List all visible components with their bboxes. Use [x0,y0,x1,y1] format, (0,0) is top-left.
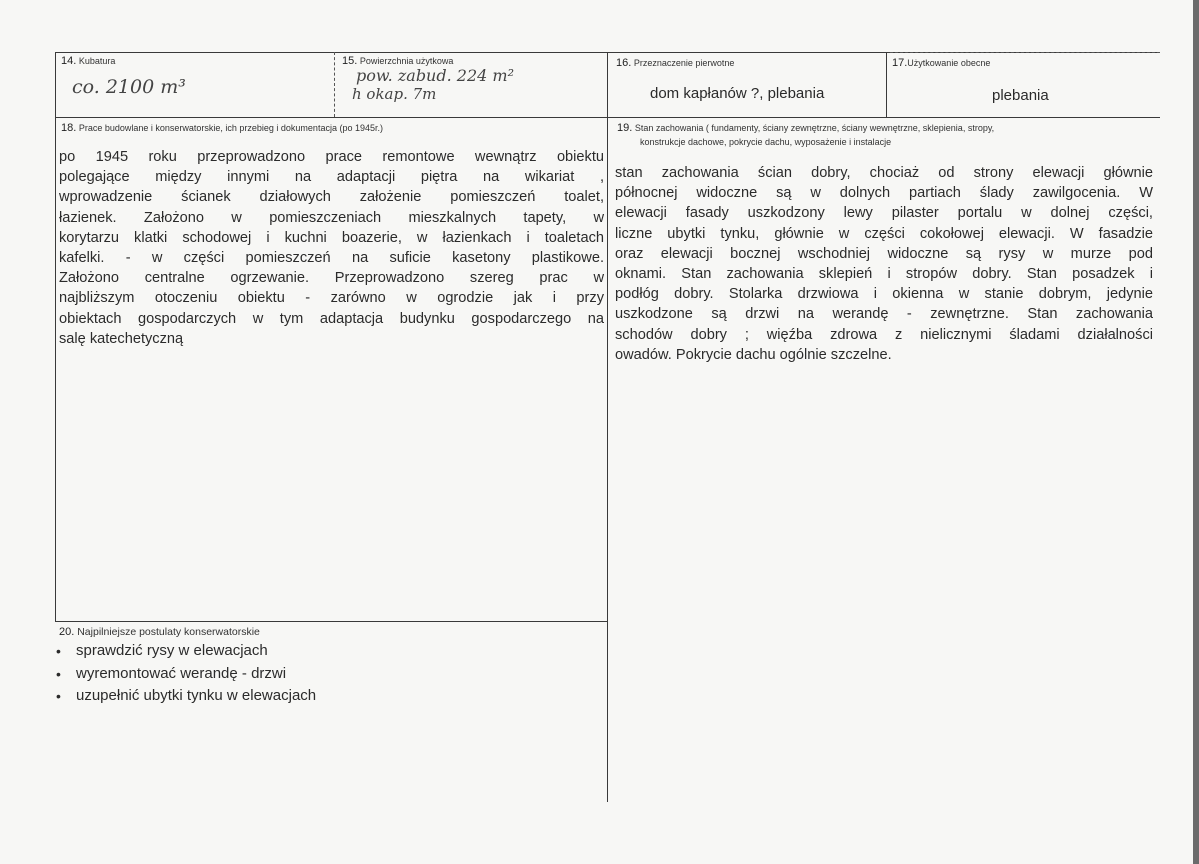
field-16-number: 16. [616,57,632,69]
field-19-line: owadów. Pokrycie dachu ogólnie szczelne. [615,346,892,363]
field-19-label-2: konstrukcje dachowe, pokrycie dachu, wyposażenie i instalacje [640,137,892,147]
top-border-right [890,52,1160,53]
field-20-list [56,640,316,708]
field-18-line: Założono centralne ogrzewanie. Przeprowadzono szereg prac w [59,270,604,287]
row-divider-2 [55,621,607,622]
field-18-line: korytarzu klatki schodowej i kuchni boazerie, w łazienkach i toaletach [59,229,604,246]
field-19-line: stan zachowania ścian dobry, chociaż od strony elewacji głównie [615,165,1153,181]
field-18-line: kafelki. - w części pomieszczeń na suficie kasetony plastikowe. [59,250,604,267]
field-18-title: Prace budowlane i konserwatorskie, ich przebieg i dokumentacja (po 1945r.) [78,123,383,133]
field-19-title-1: Stan zachowania ( fundamenty, ściany zewnętrzne, ściany wewnętrzne, sklepienia, stropy, [634,123,995,133]
field-16-value: dom kapłanów ?, plebania [650,85,825,102]
field-18-line: polegające między innymi na adaptacji piętra na wikariat , [59,169,604,186]
field-18-line: obiektach gospodarczych w tym adaptacja budynku gospodarczego na [59,310,604,327]
field-14-handwritten: co. 2100 m³ [72,76,186,98]
field-19-line: podłóg dobry. Stolarka drzwiowa i okienna w stanie dobrym, jedynie [615,286,1153,303]
divider-14-15 [334,52,335,117]
field-19-number: 19. [617,122,633,134]
field-15-handwritten-1: pow. zabud. 224 m² [356,66,514,85]
left-border [55,52,56,622]
field-20-number: 20. [59,626,75,638]
field-18-line: po 1945 roku przeprowadzono prace remontowe wewnątrz obiektu [59,149,604,165]
field-15-handwritten-2: h okap. 7m [352,85,437,103]
field-19-text [615,163,1153,365]
field-18-text [59,147,604,349]
field-16-title: Przeznaczenie pierwotne [633,58,735,68]
field-17-title: Użytkowanie obecne [907,58,991,68]
field-17-value: plebania [992,87,1049,104]
field-18-line: łazienek. Założono w pomieszczeniach mieszkalnych tapety, w [59,209,604,226]
field-18-line: salę katechetyczną [59,330,184,347]
field-20-title: Najpilniejsze postulaty konserwatorskie [77,626,260,638]
field-17-number: 17. [892,57,908,69]
divider-16-17 [886,52,887,117]
field-14-title: Kubatura [78,56,116,66]
field-14-number: 14. [61,55,77,67]
list-item: • uzupełnić ubytki tynku w elewacjach [56,685,316,708]
field-18-label [61,122,383,134]
field-19-line: uszkodzone są drzwi na werandę - zewnętrzne. Stan zachowania [615,306,1153,323]
field-19-line: schodów dobry ; więźba zdrowa z nielicznymi śladami działalności [615,326,1153,343]
center-divider [607,52,608,802]
field-18-line: najbliższym otoczeniu obiektu - zarówno w ogrodzie jak i przy [59,290,604,307]
field-19-line: oraz elewacji bocznej wschodniej widoczne są rysy w murze pod [615,245,1153,262]
scan-edge [1193,0,1199,864]
field-19-line: liczne ubytki tynku, głównie w części cokołowej elewacji. W fasadzie [615,225,1153,242]
list-item: • wyremontować werandę - drzwi [56,663,316,686]
field-19-line: oknami. Stan zachowania sklepień i stropów dobry. Stan posadzek i [615,266,1153,283]
field-14-label [61,55,115,67]
list-item: • sprawdzić rysy w elewacjach [56,640,316,663]
field-20-label [59,626,260,638]
field-16-label [616,57,734,69]
field-15-number: 15. [342,55,358,67]
field-19-line: elewacji fasady uszkodzony lewy pilaster portalu w dolnej części, [615,205,1153,222]
field-15-title: Powierzchnia użytkowa [359,56,454,66]
field-18-number: 18. [61,122,77,134]
field-17-label [892,57,990,69]
field-18-line: wprowadzenie ścianek działowych założenie pomieszczeń toalet, [59,189,604,206]
field-19-line: północnej widoczne są w dolnych partiach ślady zawilgocenia. W [615,185,1153,202]
field-19-label [617,122,994,134]
